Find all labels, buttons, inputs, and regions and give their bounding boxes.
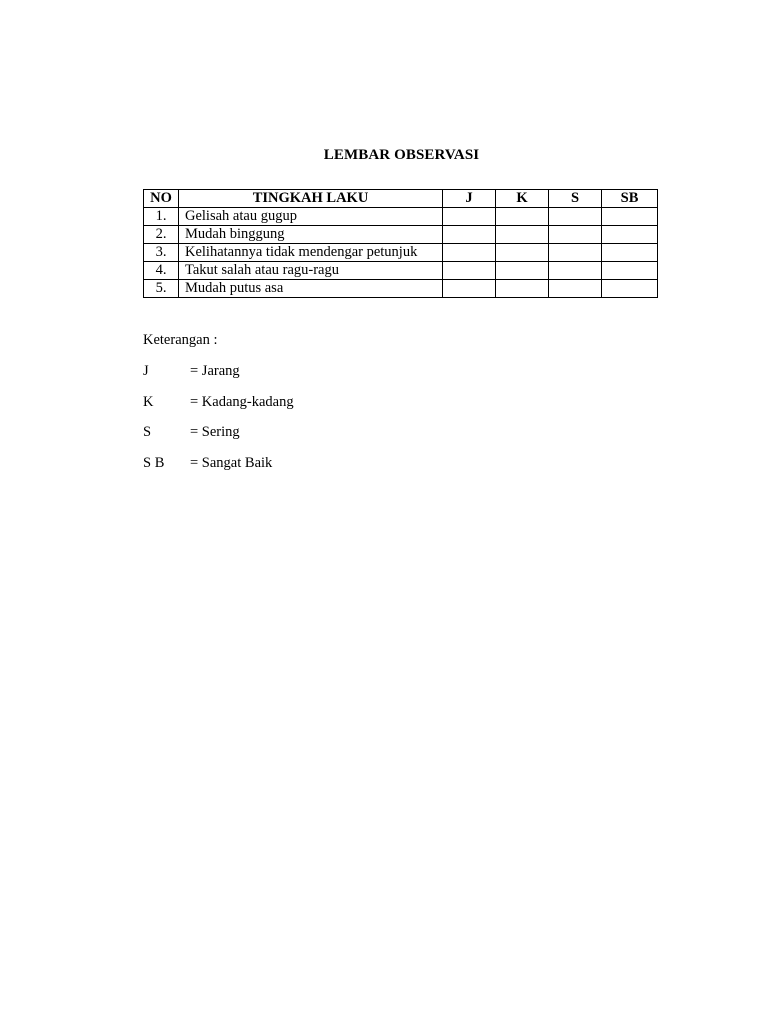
table-row [144, 226, 658, 244]
legend-code: S B [143, 454, 165, 471]
row-behavior: Mudah binggung [179, 226, 443, 244]
cell-j [443, 226, 496, 244]
row-number: 3. [144, 244, 179, 262]
table-row [144, 280, 658, 298]
row-behavior: Gelisah atau gugup [179, 208, 443, 226]
header-k: K [496, 190, 549, 208]
cell-j [443, 280, 496, 298]
table-row [144, 262, 658, 280]
table-row [144, 208, 658, 226]
cell-k [496, 262, 549, 280]
header-no: NO [144, 190, 179, 208]
cell-j [443, 208, 496, 226]
header-j: J [443, 190, 496, 208]
legend-code: J [143, 363, 149, 379]
observation-table [143, 189, 658, 298]
cell-sb [602, 262, 658, 280]
cell-k [496, 280, 549, 298]
header-s: S [549, 190, 602, 208]
legend [143, 331, 294, 484]
legend-item [143, 393, 294, 411]
cell-s [549, 262, 602, 280]
legend-meaning: = Sering [190, 424, 240, 440]
legend-code: S [143, 424, 152, 440]
cell-k [496, 244, 549, 262]
cell-s [549, 244, 602, 262]
legend-heading: Keterangan : [143, 332, 218, 348]
row-behavior: Kelihatannya tidak mendengar petunjuk [179, 244, 443, 262]
legend-meaning: = Sangat Baik [190, 454, 273, 471]
cell-sb [602, 244, 658, 262]
cell-j [443, 262, 496, 280]
table-header-row [144, 190, 658, 208]
legend-item [143, 454, 294, 472]
row-number: 5. [144, 280, 179, 298]
cell-s [549, 208, 602, 226]
row-number: 1. [144, 208, 179, 226]
row-number: 2. [144, 226, 179, 244]
header-behavior: TINGKAH LAKU [179, 190, 443, 208]
row-behavior: Takut salah atau ragu-ragu [179, 262, 443, 280]
legend-code: K [143, 393, 154, 410]
legend-item [143, 362, 294, 380]
page-title: LEMBAR OBSERVASI [323, 147, 480, 163]
row-number: 4. [144, 262, 179, 280]
cell-sb [602, 208, 658, 226]
cell-sb [602, 280, 658, 298]
cell-j [443, 244, 496, 262]
row-behavior: Mudah putus asa [179, 280, 443, 298]
legend-meaning: = Jarang [190, 363, 240, 379]
cell-s [549, 280, 602, 298]
table-row [144, 244, 658, 262]
cell-k [496, 226, 549, 244]
legend-item [143, 423, 294, 441]
cell-sb [602, 226, 658, 244]
cell-k [496, 208, 549, 226]
cell-s [549, 226, 602, 244]
header-sb: SB [602, 190, 658, 208]
legend-meaning: = Kadang-kadang [190, 393, 294, 410]
